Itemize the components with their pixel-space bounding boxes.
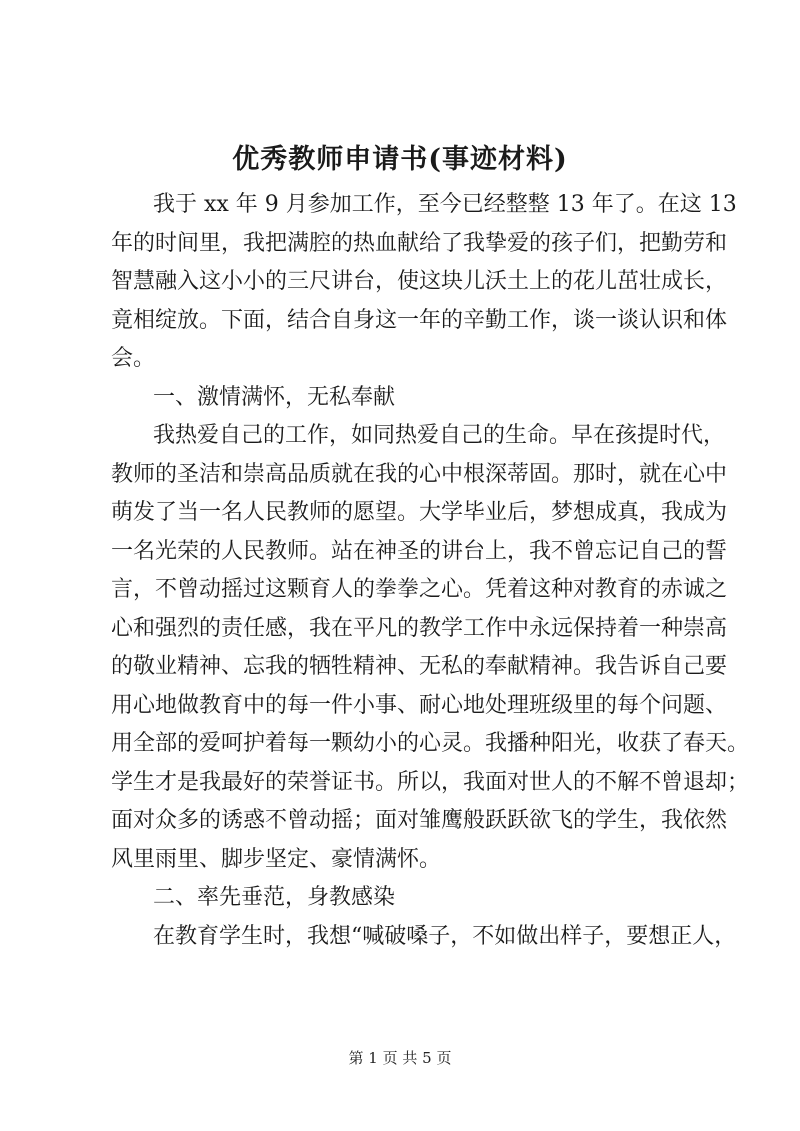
- paragraph-line: 心和强烈的责任感，我在平凡的教学工作中永远保持着一种崇高: [111, 615, 728, 641]
- paragraph-line: 在教育学生时，我想“喊破嗓子，不如做出样子，要想正人，: [153, 923, 737, 949]
- paragraph-line: 我于 xx 年 9 月参加工作，至今已经整整 13 年了。在这 13: [153, 192, 737, 217]
- paragraph-line: 用心地做教育中的每一件小事、耐心地处理班级里的每个问题、: [111, 692, 728, 718]
- paragraph-line: 智慧融入这小小的三尺讲台，使这块儿沃土上的花儿茁壮成长，: [111, 269, 728, 294]
- paragraph-line: 风里雨里、脚步坚定、豪情满怀。: [111, 846, 442, 872]
- paragraph-line: 竟相绽放。下面，结合自身这一年的辛勤工作，谈一谈认识和体: [111, 307, 728, 333]
- paragraph-line: 萌发了当一名人民教师的愿望。大学毕业后，梦想成真，我成为: [111, 500, 728, 525]
- paragraph-line: 的敬业精神、忘我的牺牲精神、无私的奉献精神。我告诉自己要: [111, 654, 728, 679]
- paragraph-line: 言，不曾动摇过这颗育人的拳拳之心。凭着这种对教育的赤诚之: [111, 577, 728, 602]
- document-title: 优秀教师申请书(事迹材料): [232, 144, 568, 175]
- paragraph-line: 用全部的爱呵护着每一颗幼小的心灵。我播种阳光，收获了春天。: [111, 731, 750, 756]
- paragraph-line: 我热爱自己的工作，如同热爱自己的生命。早在孩提时代，: [153, 423, 726, 448]
- paragraph-line: 会。: [111, 346, 156, 371]
- paragraph-line: 面对众多的诱惑不曾动摇；面对雏鹰般跃跃欲飞的学生，我依然: [111, 808, 728, 833]
- paragraph-line: 一名光荣的人民教师。站在神圣的讲台上，我不曾忘记自己的誓: [111, 538, 728, 564]
- section-heading: 一、激情满怀，无私奉献: [153, 384, 396, 410]
- paragraph-line: 年的时间里，我把满腔的热血献给了我挚爱的孩子们，把勤劳和: [111, 230, 728, 256]
- document-body: [111, 186, 750, 956]
- paragraph-line: 学生才是我最好的荣誉证书。所以，我面对世人的不解不曾退却；: [111, 769, 750, 795]
- page-footer: 第 1 页 共 5 页: [348, 1049, 452, 1067]
- paragraph-line: 教师的圣洁和崇高品质就在我的心中根深蒂固。那时，就在心中: [111, 461, 728, 487]
- section-heading: 二、率先垂范，身教感染: [153, 885, 396, 910]
